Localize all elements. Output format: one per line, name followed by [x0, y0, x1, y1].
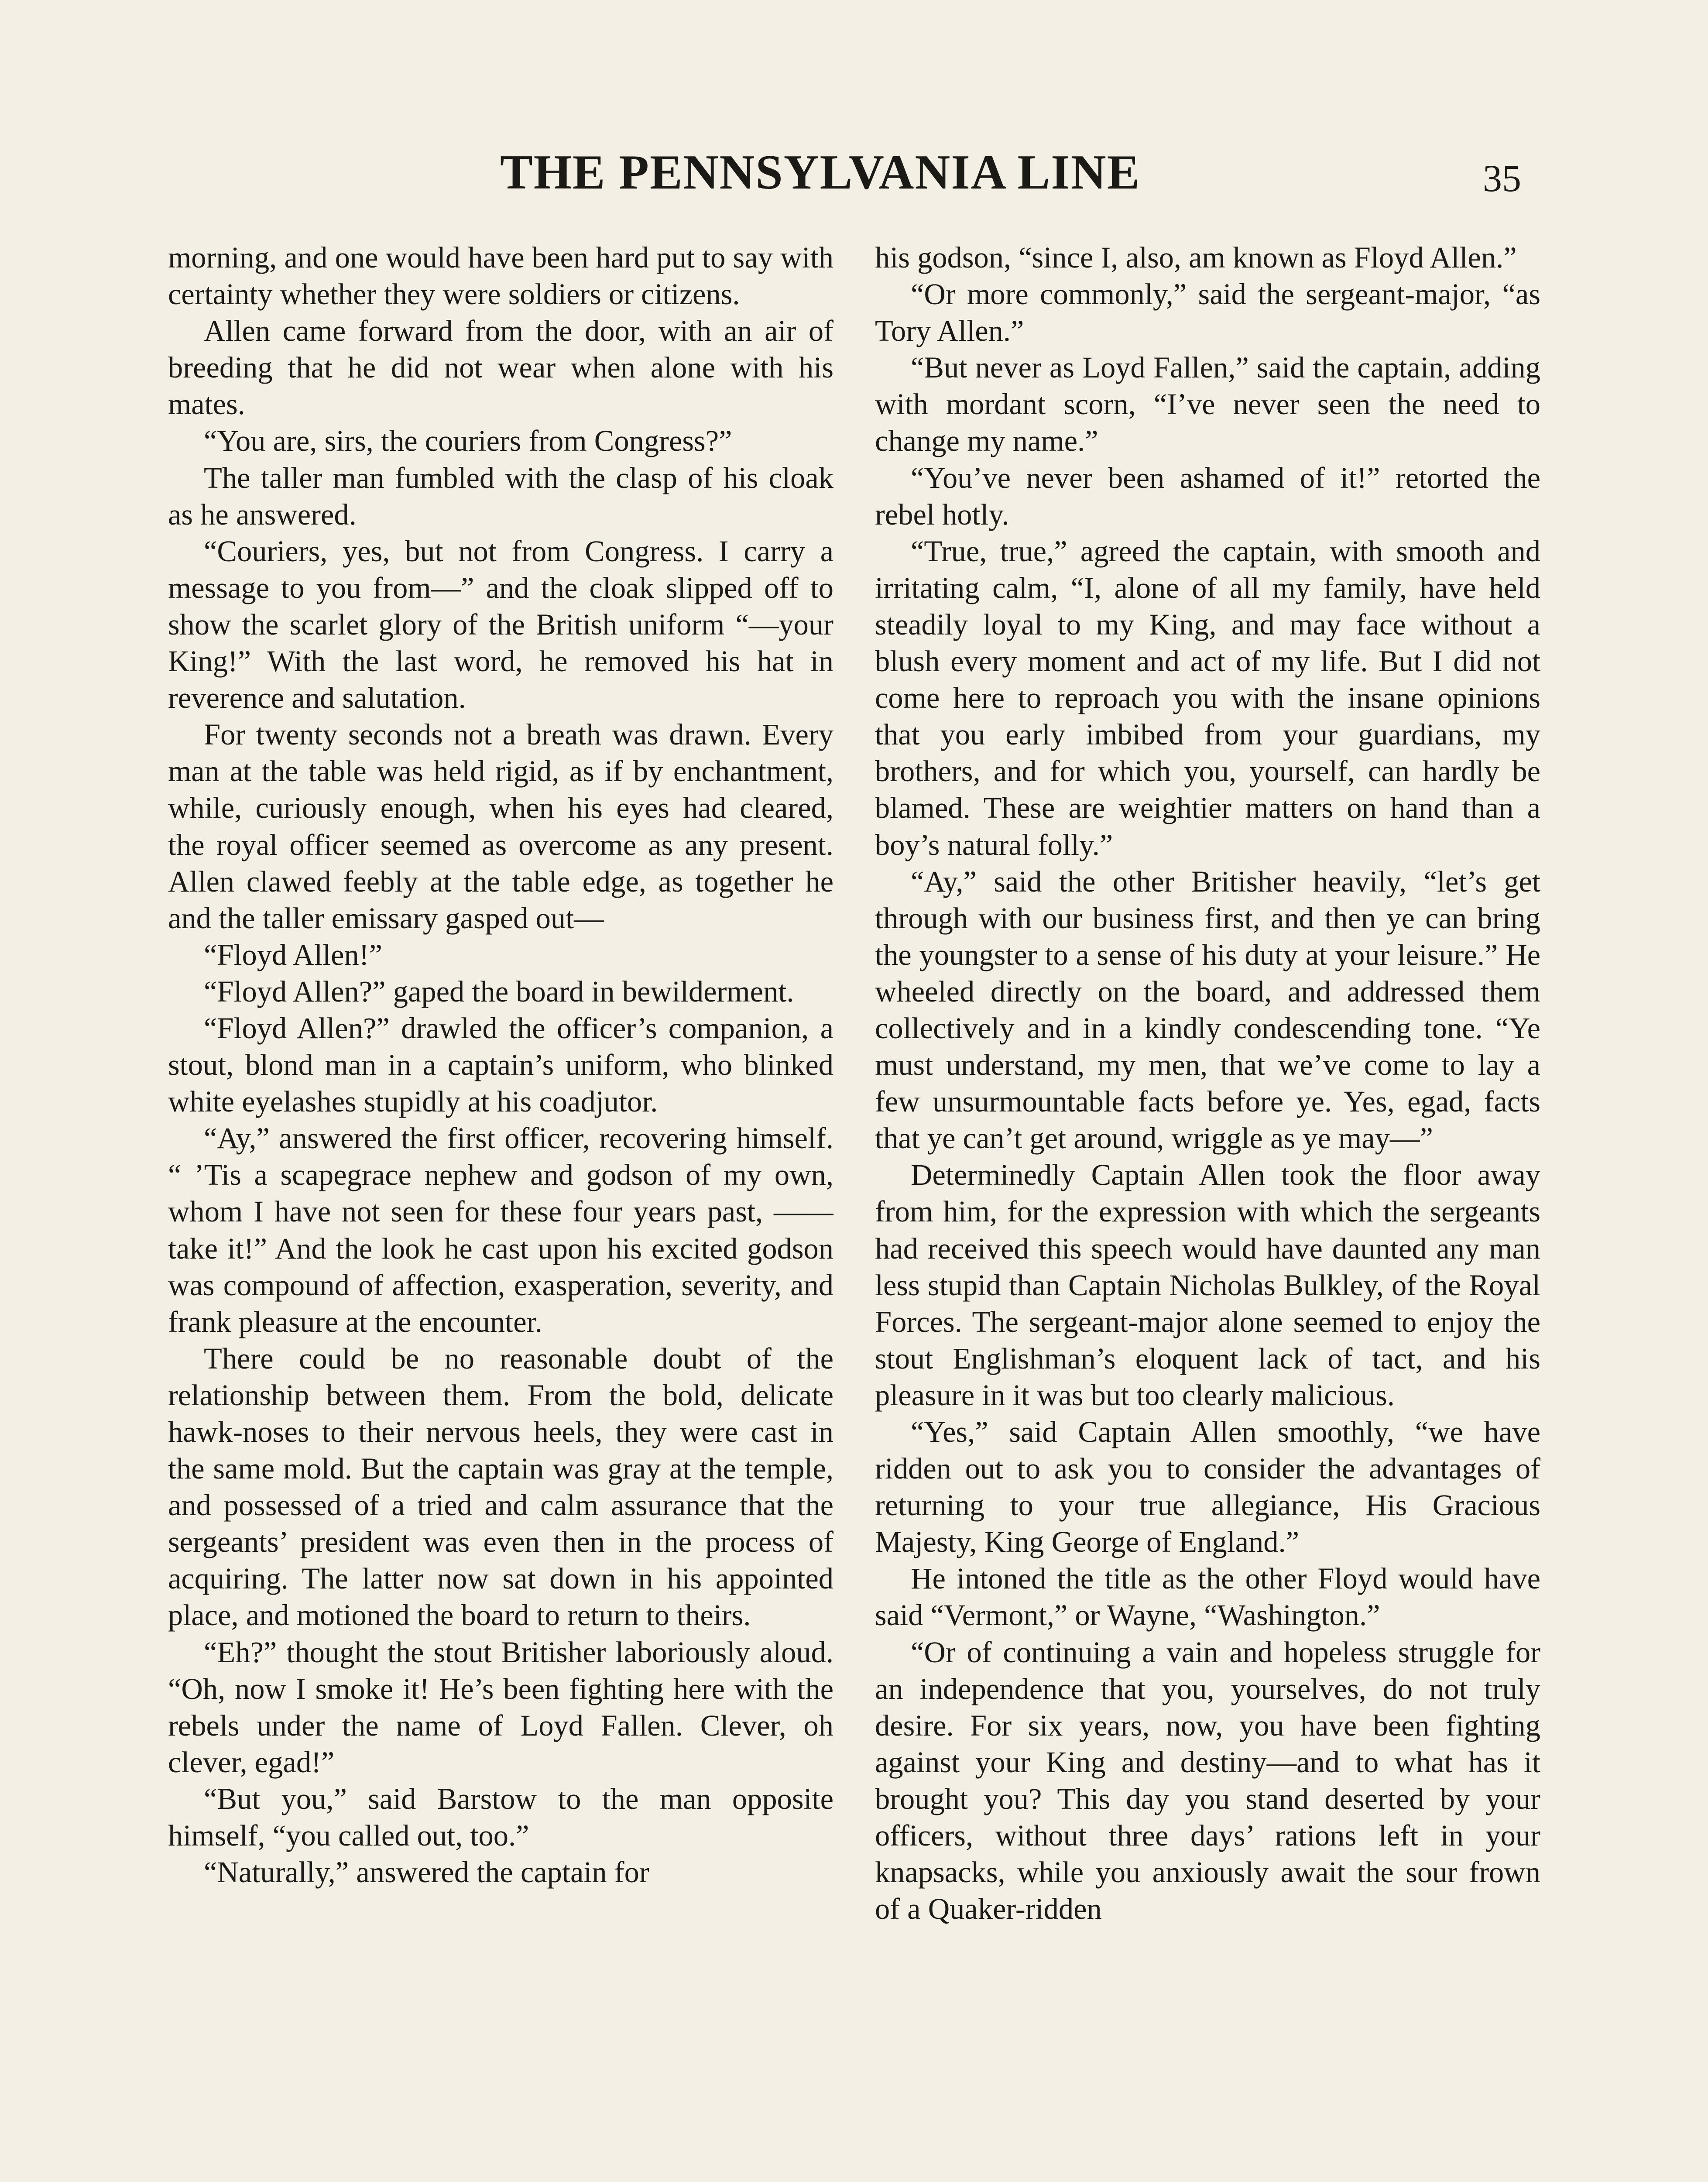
paragraph: “Ay,” said the other Britisher heavily, “let’s get through with our business first, and then ye can bring the youngster to a sense of his duty at your leisure.” He wheeled directly on the board, and addressed them collectively and in a kindly condescending tone. “Ye must understand, my men, that we’ve come to lay a few unsurmountable facts before ye. Yes, egad, facts that ye can’t get around, wriggle as ye may—” [875, 865, 1540, 1155]
left-column [168, 239, 833, 2182]
paragraph: “Couriers, yes, but not from Congress. I carry a message to you from—” and the cloak slipped off to show the scarlet glory of the British uniform “—your King!” With the last word, he removed his hat in reverence and salutation. [168, 534, 833, 715]
paragraph: For twenty seconds not a breath was drawn. Every man at the table was held rigid, as if by enchantment, while, curiously enough, when his eyes had cleared, the royal officer seemed as overcome as any present. Allen clawed feebly at the table edge, as together he and the taller emissary gasped out— [168, 718, 833, 935]
paragraph: “But you,” said Barstow to the man opposite himself, “you called out, too.” [168, 1782, 833, 1853]
right-column [875, 239, 1540, 2182]
paragraph: “You’ve never been ashamed of it!” retorted the rebel hotly. [875, 461, 1540, 531]
running-title: THE PENNSYLVANIA LINE [500, 145, 1141, 199]
paragraph: “Floyd Allen?” gaped the board in bewilderment. [204, 974, 794, 1008]
paragraph: Determinedly Captain Allen took the floor away from him, for the expression with which the sergeants had received this speech would have daunted any man less stupid than Captain Nicholas Bulkley, of the Royal Forces. The sergeant-major alone seemed to enjoy the stout Englishman’s eloquent lack of tact, and his pleasure in it was but too clearly malicious. [875, 1158, 1540, 1412]
page-number: 35 [1483, 158, 1521, 200]
paragraph: “Floyd Allen!” [204, 938, 383, 971]
paragraph: “Yes,” said Captain Allen smoothly, “we have ridden out to ask you to consider the advantages of returning to your true allegiance, His Gracious Majesty, King George of England.” [875, 1415, 1540, 1559]
paragraph: his godson, “since I, also, am known as Floyd Allen.” [875, 241, 1517, 274]
paragraph: “You are, sirs, the couriers from Congress?” [204, 424, 732, 458]
paragraph: “Or more commonly,” said the sergeant-major, “as Tory Allen.” [875, 278, 1540, 348]
paragraph: morning, and one would have been hard put to say with certainty whether they were soldiers or citizens. [168, 241, 833, 311]
paragraph: Allen came forward from the door, with an air of breeding that he did not wear when alone with his mates. [168, 314, 833, 421]
paragraph: The taller man fumbled with the clasp of his cloak as he answered. [168, 461, 833, 531]
paragraph: “Floyd Allen?” drawled the officer’s companion, a stout, blond man in a captain’s uniform, who blinked white eyelashes stupidly at his coadjutor. [168, 1011, 833, 1118]
paragraph: “True, true,” agreed the captain, with smooth and irritating calm, “I, alone of all my family, have held steadily loyal to my King, and may face without a blush every moment and act of my life. But I did not come here to reproach you with the insane opinions that you early imbibed from your guardians, my brothers, and for which you, yourself, can hardly be blamed. These are weightier matters on hand than a boy’s natural folly.” [875, 534, 1540, 861]
paragraph: “Or of continuing a vain and hopeless struggle for an independence that you, yourselves, do not truly desire. For six years, now, you have been fighting against your King and destiny—and to what has it brought you? This day you stand deserted by your officers, without three days’ rations left in your knapsacks, while you anxiously await the sour frown of a Quaker-ridden [875, 1635, 1540, 1926]
paragraph: “Naturally,” answered the captain for [204, 1856, 649, 1889]
paragraph: “Ay,” answered the first officer, recovering himself. “ ’Tis a scapegrace nephew and godson of my own, whom I have not seen for these four years past, —— take it!” And the look he cast upon his excited godson was compound of affection, exasperation, severity, and frank pleasure at the encounter. [168, 1122, 833, 1338]
page-header [0, 135, 1708, 223]
paragraph: “Eh?” thought the stout Britisher laboriously aloud. “Oh, now I smoke it! He’s been fighting here with the rebels under the name of Loyd Fallen. Clever, oh clever, egad!” [168, 1635, 833, 1779]
paragraph: There could be no reasonable doubt of the relationship between them. From the bold, delicate hawk-noses to their nervous heels, they were cast in the same mold. But the captain was gray at the temple, and possessed of a tried and calm assurance that the sergeants’ president was even then in the process of acquiring. The latter now sat down in his appointed place, and motioned the board to return to theirs. [168, 1341, 833, 1632]
paragraph: He intoned the title as the other Floyd would have said “Vermont,” or Wayne, “Washington.” [875, 1562, 1540, 1632]
paragraph: “But never as Loyd Fallen,” said the captain, adding with mordant scorn, “I’ve never seen the need to change my name.” [875, 351, 1540, 458]
